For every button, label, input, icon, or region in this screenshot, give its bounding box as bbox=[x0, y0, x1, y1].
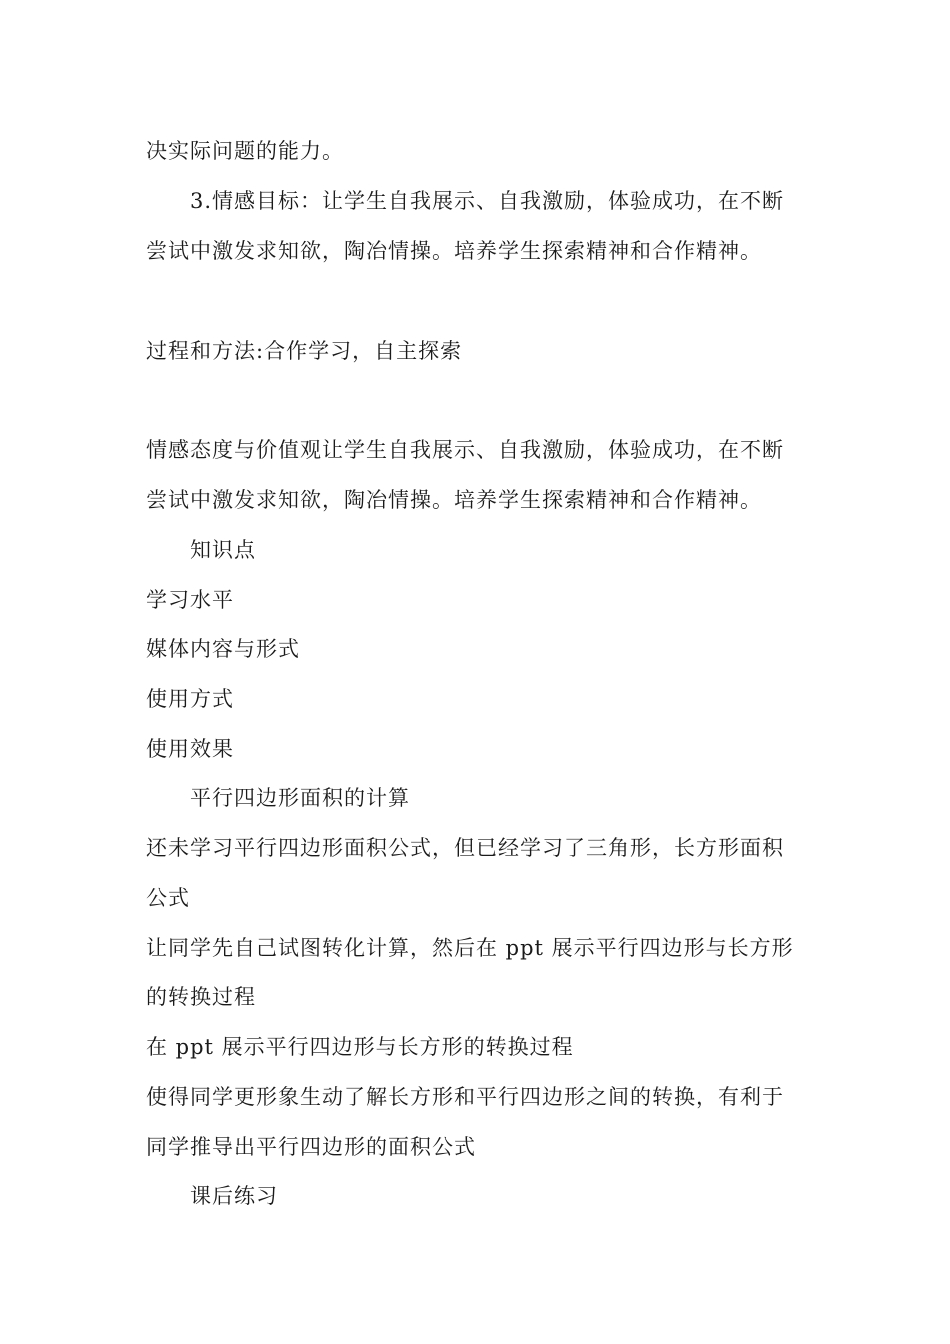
text-line: 还未学习平行四边形面积公式，但已经学习了三角形，长方形面积 bbox=[146, 836, 784, 860]
text-line: 决实际问题的能力。 bbox=[146, 139, 344, 163]
text-line: 同学推导出平行四边形的面积公式 bbox=[146, 1135, 476, 1159]
text-line: 公式 bbox=[146, 886, 190, 910]
text-line: 尝试中激发求知欲，陶冶情操。培养学生探索精神和合作精神。 bbox=[146, 239, 762, 263]
text-line: 过程和方法:合作学习，自主探索 bbox=[146, 339, 463, 363]
text-line: 知识点 bbox=[190, 538, 256, 562]
text-line: 3.情感目标：让学生自我展示、自我激励，体验成功，在不断 bbox=[190, 189, 785, 213]
text-line: 在 ppt 展示平行四边形与长方形的转换过程 bbox=[146, 1035, 574, 1059]
text-line: 情感态度与价值观让学生自我展示、自我激励，体验成功，在不断 bbox=[146, 438, 784, 462]
text-line: 媒体内容与形式 bbox=[146, 637, 300, 661]
text-line: 尝试中激发求知欲，陶冶情操。培养学生探索精神和合作精神。 bbox=[146, 488, 762, 512]
text-line: 的转换过程 bbox=[146, 985, 256, 1009]
text-line: 让同学先自己试图转化计算，然后在 ppt 展示平行四边形与长方形 bbox=[146, 936, 794, 960]
text-line: 学习水平 bbox=[146, 588, 234, 612]
text-line: 使用效果 bbox=[146, 737, 234, 761]
text-line: 平行四边形面积的计算 bbox=[190, 786, 410, 810]
text-line: 课后练习 bbox=[190, 1184, 278, 1208]
text-line: 使用方式 bbox=[146, 687, 234, 711]
text-line: 使得同学更形象生动了解长方形和平行四边形之间的转换，有利于 bbox=[146, 1085, 784, 1109]
